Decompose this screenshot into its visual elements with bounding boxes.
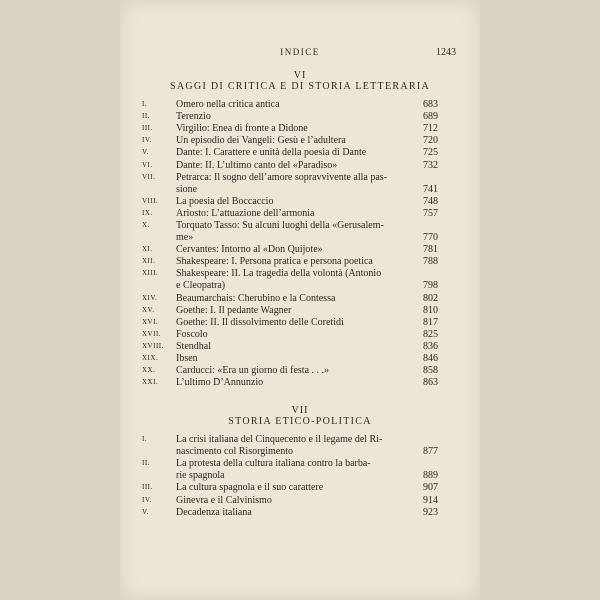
entry-numeral: XVIII. bbox=[142, 342, 164, 350]
entry-page-number: 863 bbox=[423, 377, 438, 389]
entry-page-number: 781 bbox=[423, 244, 438, 256]
section-title: STORIA ETICO-POLITICA bbox=[228, 416, 372, 427]
entry-title-line: me» bbox=[176, 232, 194, 244]
entry-numeral: V. bbox=[142, 507, 149, 516]
entry-numeral: I. bbox=[142, 435, 148, 443]
entry-page-number: 720 bbox=[423, 135, 438, 147]
entry-numeral: IV. bbox=[142, 495, 152, 504]
entry-numeral: XI. bbox=[142, 245, 153, 254]
entry-page-number: 802 bbox=[423, 292, 438, 304]
page-number: 1243 bbox=[436, 47, 456, 58]
book-page bbox=[120, 0, 480, 600]
entry-page-number: 810 bbox=[423, 304, 438, 316]
entry-title-line: Ginevra e il Calvinismo bbox=[176, 494, 272, 506]
entry-title-line: Dante: I. Carattere e unità della poesia di Dante bbox=[176, 147, 367, 159]
entry-title-line: Un episodio dei Vangeli: Gesù e l’adultera bbox=[176, 135, 346, 147]
section-number: VI bbox=[293, 70, 307, 81]
entry-title-line: Terenzio bbox=[176, 111, 211, 123]
entry-title-line: Foscolo bbox=[176, 328, 208, 340]
entry-page-number: 914 bbox=[423, 494, 438, 506]
running-header bbox=[120, 47, 480, 61]
entry-title-line: Shakespeare: I. Persona pratica e persona poetica bbox=[176, 256, 373, 268]
entry-page-number: 846 bbox=[423, 353, 438, 365]
entry-numeral: XII. bbox=[142, 257, 156, 266]
entry-page-number: 683 bbox=[423, 99, 438, 110]
entry-page-number: 757 bbox=[423, 207, 438, 219]
entry-title-line: Ariosto: L’attuazione dell’armonia bbox=[176, 207, 315, 219]
entry-title-line: Dante: II. L’ultimo canto del «Paradiso» bbox=[176, 159, 338, 171]
entry-title-line: Shakespeare: II. La tragedia della volontà (Antonio bbox=[176, 268, 382, 280]
entry-page-number: 836 bbox=[423, 341, 438, 352]
entry-numeral: VI. bbox=[142, 160, 153, 169]
entry-title-line: Omero nella critica antica bbox=[176, 99, 280, 110]
entry-numeral: IV. bbox=[142, 136, 152, 145]
entry-title-line: La crisi italiana del Cinquecento e il legame del Ri- bbox=[176, 434, 383, 445]
entry-numeral: II. bbox=[142, 459, 150, 468]
entry-page-number: 825 bbox=[423, 328, 438, 340]
entry-page-number: 732 bbox=[423, 159, 438, 171]
entry-title-line: Decadenza italiana bbox=[176, 506, 252, 518]
entry-title-line: La poesia del Boccaccio bbox=[176, 195, 274, 207]
entry-numeral: XXI. bbox=[142, 378, 159, 387]
entry-title-line: Goethe: II. Il dissolvimento delle Coretidi bbox=[176, 316, 344, 328]
entry-page-number: 741 bbox=[423, 183, 438, 195]
entry-numeral: VII. bbox=[142, 172, 156, 181]
entry-title-line: nascimento col Risorgimento bbox=[176, 446, 294, 458]
entry-page-number: 788 bbox=[423, 256, 438, 268]
entry-page-number: 748 bbox=[423, 195, 438, 207]
entry-numeral: X. bbox=[142, 221, 150, 229]
entry-numeral: XIV. bbox=[142, 293, 158, 302]
entry-title-line: Virgilio: Enea di fronte a Didone bbox=[176, 123, 308, 135]
entry-title-line: e Cleopatra) bbox=[176, 280, 226, 292]
entry-numeral: V. bbox=[142, 148, 149, 157]
entry-page-number: 889 bbox=[423, 470, 438, 482]
section-number: VII bbox=[291, 405, 309, 416]
entry-numeral: XIX. bbox=[142, 354, 159, 363]
entry-page-number: 689 bbox=[423, 111, 438, 123]
entry-numeral: XX. bbox=[142, 366, 156, 375]
entry-title-line: Goethe: I. Il pedante Wagner bbox=[176, 304, 292, 316]
entry-numeral: III. bbox=[142, 483, 153, 492]
entry-title-line: rie spagnola bbox=[176, 470, 225, 482]
entry-numeral: I. bbox=[142, 100, 148, 108]
entry-page-number: 877 bbox=[423, 446, 438, 458]
entry-page-number: 725 bbox=[423, 147, 438, 159]
entry-title-line: Beaumarchais: Cherubino e la Contessa bbox=[176, 292, 336, 304]
entry-numeral: XV. bbox=[142, 305, 155, 314]
entry-numeral: IX. bbox=[142, 208, 153, 217]
entry-title-line: Stendhal bbox=[176, 341, 211, 352]
entry-page-number: 923 bbox=[423, 506, 438, 518]
entry-page-number: 770 bbox=[423, 232, 438, 244]
entry-title-line: La protesta della cultura italiana contro la barba- bbox=[176, 458, 371, 470]
entry-numeral: II. bbox=[142, 112, 150, 121]
entry-title-line: Torquato Tasso: Su alcuni luoghi della «Gerusalem- bbox=[176, 220, 384, 231]
entry-numeral: XVII. bbox=[142, 329, 162, 338]
entry-numeral: III. bbox=[142, 124, 153, 133]
entry-numeral: XVI. bbox=[142, 317, 159, 326]
entry-title-line: L’ultimo D’Annunzio bbox=[176, 377, 264, 389]
entry-title-line: Ibsen bbox=[176, 353, 198, 365]
entry-title-line: La cultura spagnola e il suo carattere bbox=[176, 482, 324, 494]
entry-page-number: 858 bbox=[423, 365, 438, 377]
entry-title-line: Cervantes: Intorno al «Don Quijote» bbox=[176, 244, 323, 256]
entry-page-number: 907 bbox=[423, 482, 438, 494]
section-title: SAGGI DI CRITICA E DI STORIA LETTERARIA bbox=[170, 81, 430, 92]
entry-title-line: Carducci: «Era un giorno di festa . . .» bbox=[176, 365, 330, 377]
entry-page-number: 712 bbox=[423, 123, 438, 135]
running-title: INDICE bbox=[280, 47, 320, 57]
entry-numeral: XIII. bbox=[142, 269, 159, 278]
entry-page-number: 817 bbox=[423, 316, 438, 328]
entry-numeral: VIII. bbox=[142, 196, 159, 205]
entry-title-line: sione bbox=[176, 183, 198, 195]
entry-page-number: 798 bbox=[423, 280, 438, 292]
entry-title-line: Petrarca: Il sogno dell’amore sopravvivente alla pas- bbox=[176, 171, 388, 183]
